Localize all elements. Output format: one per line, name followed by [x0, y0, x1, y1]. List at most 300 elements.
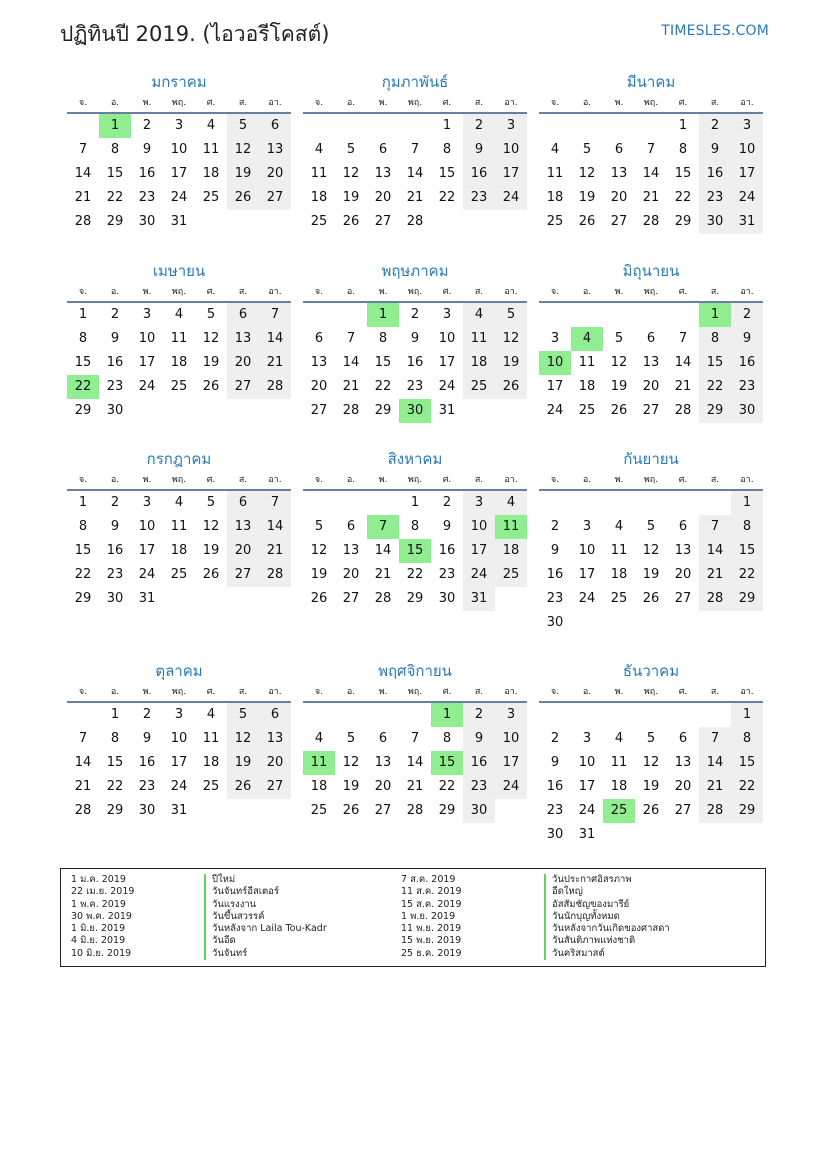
day-cell: 23 — [106, 379, 124, 394]
day-cell: 21 — [342, 379, 360, 394]
day-cell: 4 — [463, 303, 495, 327]
empty-cell — [303, 703, 335, 727]
weekday-label: จ. — [78, 687, 88, 697]
weekday-label: อ. — [346, 687, 356, 697]
weekday-label: จ. — [314, 687, 324, 697]
month-calendar — [539, 447, 763, 635]
holiday-day-cell: 4 — [571, 327, 603, 351]
weekday-label: จ. — [78, 475, 88, 485]
day-cell: 12 — [642, 755, 660, 770]
day-cell: 18 — [310, 779, 328, 794]
day-cell: 19 — [342, 779, 360, 794]
empty-cell — [571, 703, 603, 727]
empty-cell — [603, 303, 635, 327]
day-cell: 12 — [642, 543, 660, 558]
day-cell: 2 — [550, 731, 560, 746]
day-cell: 14 — [406, 755, 424, 770]
day-cell: 11 — [170, 331, 188, 346]
day-cell: 18 — [170, 355, 188, 370]
day-cell: 25 — [310, 214, 328, 229]
weekday-header — [67, 94, 291, 114]
day-cell: 11 — [610, 755, 628, 770]
day-cell: 9 — [550, 543, 560, 558]
month-calendar — [67, 259, 291, 423]
day-cell: 11 — [170, 519, 188, 534]
day-cell: 26 — [342, 214, 360, 229]
day-cell: 11 — [202, 731, 220, 746]
day-cell: 4 — [614, 519, 624, 534]
day-cell: 25 — [202, 190, 220, 205]
legend-date: 11 พ.ย. 2019 — [401, 923, 462, 935]
month-calendar — [303, 659, 527, 823]
day-cell: 10 — [578, 755, 596, 770]
day-cell: 30 — [463, 799, 495, 823]
page-title: ปฏิทินปี 2019. (ไอวอรีโคสต์) — [60, 22, 330, 46]
day-cell: 29 — [406, 591, 424, 606]
day-cell: 12 — [202, 331, 220, 346]
weekday-label: ศ. — [442, 98, 452, 108]
day-cell: 21 — [406, 190, 424, 205]
day-cell: 16 — [699, 162, 731, 186]
day-cell: 14 — [674, 355, 692, 370]
day-cell: 18 — [310, 190, 328, 205]
month-name: ธันวาคม — [622, 662, 680, 680]
empty-cell — [539, 703, 571, 727]
day-cell: 22 — [699, 375, 731, 399]
weekday-label: อา. — [504, 475, 518, 485]
weekday-label: อ. — [110, 98, 120, 108]
legend-date: 1 พ.ย. 2019 — [401, 910, 456, 922]
month-name: มกราคม — [151, 73, 207, 91]
day-cell: 19 — [495, 351, 527, 375]
day-cell: 22 — [438, 190, 456, 205]
day-cell: 28 — [406, 803, 424, 818]
day-cell: 26 — [578, 214, 596, 229]
weekday-label: ศ. — [442, 687, 452, 697]
day-cell: 29 — [374, 403, 392, 418]
day-grid — [67, 703, 291, 823]
weekday-label: จ. — [550, 475, 560, 485]
day-cell: 25 — [202, 779, 220, 794]
day-cell: 9 — [731, 327, 763, 351]
day-cell: 23 — [138, 190, 156, 205]
day-cell: 30 — [138, 803, 156, 818]
day-cell: 13 — [374, 755, 392, 770]
day-cell: 8 — [731, 727, 763, 751]
day-cell: 10 — [138, 519, 156, 534]
empty-cell — [635, 303, 667, 327]
day-cell: 11 — [578, 355, 596, 370]
day-cell: 4 — [314, 142, 324, 157]
day-cell: 22 — [674, 190, 692, 205]
day-cell: 10 — [495, 727, 527, 751]
day-grid — [303, 703, 527, 823]
day-grid — [539, 491, 763, 635]
weekday-label: ศ. — [678, 98, 688, 108]
weekday-label: อา. — [504, 687, 518, 697]
day-cell: 20 — [310, 379, 328, 394]
day-cell: 22 — [731, 563, 763, 587]
weekday-label: พ. — [142, 287, 152, 297]
weekday-label: อา. — [740, 98, 754, 108]
day-cell: 12 — [495, 327, 527, 351]
day-cell: 23 — [731, 375, 763, 399]
day-cell: 30 — [438, 591, 456, 606]
month-name: กันยายน — [623, 450, 679, 468]
day-cell: 27 — [227, 563, 259, 587]
weekday-label: ศ. — [206, 687, 216, 697]
day-cell: 20 — [342, 567, 360, 582]
day-grid — [67, 303, 291, 423]
weekday-label: ส. — [710, 475, 720, 485]
day-cell: 6 — [227, 303, 259, 327]
day-cell: 27 — [342, 591, 360, 606]
day-cell: 20 — [374, 190, 392, 205]
weekday-label: พฤ. — [643, 475, 659, 485]
day-cell: 15 — [731, 751, 763, 775]
day-cell: 30 — [106, 403, 124, 418]
weekday-label: ศ. — [206, 287, 216, 297]
day-cell: 1 — [678, 118, 688, 133]
day-cell: 17 — [170, 166, 188, 181]
day-cell: 28 — [342, 403, 360, 418]
empty-cell — [603, 114, 635, 138]
day-cell: 12 — [342, 166, 360, 181]
day-cell: 13 — [674, 755, 692, 770]
empty-cell — [603, 703, 635, 727]
day-cell: 1 — [731, 703, 763, 727]
day-cell: 3 — [495, 114, 527, 138]
day-cell: 7 — [699, 727, 731, 751]
day-cell: 30 — [138, 214, 156, 229]
day-cell: 26 — [642, 591, 660, 606]
weekday-label: อา. — [268, 287, 282, 297]
month-calendar — [67, 447, 291, 611]
day-cell: 18 — [546, 190, 564, 205]
legend-holiday-name: ปีใหม่ — [204, 874, 327, 886]
weekday-label: ส. — [238, 287, 248, 297]
legend-date: 7 ส.ค. 2019 — [401, 874, 456, 885]
legend-holiday-name: วันอีด — [204, 935, 327, 947]
day-cell: 29 — [106, 803, 124, 818]
weekday-label: อา. — [268, 687, 282, 697]
day-cell: 12 — [227, 138, 259, 162]
weekday-label: พ. — [614, 287, 624, 297]
day-cell: 19 — [578, 190, 596, 205]
day-cell: 2 — [410, 307, 420, 322]
day-cell: 17 — [546, 379, 564, 394]
day-cell: 14 — [699, 539, 731, 563]
day-cell: 3 — [582, 519, 592, 534]
empty-cell — [539, 491, 571, 515]
weekday-label: จ. — [550, 287, 560, 297]
day-cell: 25 — [310, 803, 328, 818]
day-cell: 9 — [410, 331, 420, 346]
day-cell: 10 — [463, 515, 495, 539]
day-cell: 28 — [259, 375, 291, 399]
day-cell: 22 — [438, 779, 456, 794]
day-cell: 20 — [642, 379, 660, 394]
empty-cell — [335, 703, 367, 727]
empty-cell — [667, 491, 699, 515]
weekday-header — [303, 283, 527, 303]
day-cell: 23 — [406, 379, 424, 394]
day-cell: 27 — [610, 214, 628, 229]
weekday-header — [67, 471, 291, 491]
empty-cell — [571, 114, 603, 138]
day-cell: 30 — [731, 399, 763, 423]
day-cell: 24 — [578, 591, 596, 606]
day-cell: 28 — [259, 563, 291, 587]
day-cell: 3 — [550, 331, 560, 346]
day-cell: 8 — [731, 515, 763, 539]
day-cell: 23 — [138, 779, 156, 794]
day-cell: 31 — [170, 214, 188, 229]
day-cell: 14 — [74, 166, 92, 181]
day-cell: 11 — [310, 166, 328, 181]
day-cell: 19 — [642, 567, 660, 582]
day-cell: 23 — [546, 803, 564, 818]
day-cell: 4 — [495, 491, 527, 515]
day-cell: 8 — [410, 519, 420, 534]
day-cell: 9 — [110, 519, 120, 534]
empty-cell — [635, 491, 667, 515]
weekday-label: ศ. — [678, 687, 688, 697]
weekday-label: พ. — [614, 98, 624, 108]
day-cell: 8 — [442, 731, 452, 746]
day-cell: 5 — [646, 731, 656, 746]
month-name: มีนาคม — [626, 73, 676, 91]
legend-date: 1 พ.ค. 2019 — [71, 898, 126, 910]
day-cell: 7 — [259, 303, 291, 327]
weekday-label: พฤ. — [171, 687, 187, 697]
day-cell: 21 — [699, 563, 731, 587]
legend-holiday-name: วันนักบุญทั้งหมด — [544, 911, 670, 923]
weekday-label: จ. — [314, 287, 324, 297]
day-cell: 15 — [74, 543, 92, 558]
empty-cell — [67, 114, 99, 138]
day-cell: 9 — [110, 331, 120, 346]
day-cell: 22 — [106, 779, 124, 794]
day-cell: 21 — [699, 775, 731, 799]
day-cell: 2 — [463, 703, 495, 727]
month-name: มิถุนายน — [622, 262, 680, 280]
empty-cell — [303, 303, 335, 327]
empty-cell — [667, 303, 699, 327]
day-cell: 26 — [495, 375, 527, 399]
day-cell: 8 — [110, 731, 120, 746]
holiday-day-cell: 7 — [367, 515, 399, 539]
holiday-day-cell: 15 — [431, 751, 463, 775]
day-cell: 1 — [731, 491, 763, 515]
day-cell: 21 — [374, 567, 392, 582]
month-calendar — [303, 259, 527, 423]
weekday-label: จ. — [550, 687, 560, 697]
day-cell: 27 — [642, 403, 660, 418]
weekday-header — [539, 471, 763, 491]
day-cell: 5 — [206, 307, 216, 322]
day-cell: 18 — [170, 543, 188, 558]
month-name: พฤศจิกายน — [378, 662, 452, 680]
day-cell: 13 — [610, 166, 628, 181]
day-cell: 6 — [678, 731, 688, 746]
weekday-label: พฤ. — [643, 287, 659, 297]
weekday-label: ศ. — [206, 475, 216, 485]
day-cell: 13 — [227, 327, 259, 351]
day-cell: 21 — [642, 190, 660, 205]
holiday-day-cell: 1 — [431, 703, 463, 727]
day-cell: 28 — [74, 214, 92, 229]
legend-holiday-name: วันประกาศอิสรภาพ — [544, 874, 670, 886]
day-cell: 4 — [206, 118, 216, 133]
day-cell: 23 — [106, 567, 124, 582]
day-cell: 8 — [678, 142, 688, 157]
day-cell: 11 — [546, 166, 564, 181]
empty-cell — [539, 303, 571, 327]
weekday-label: อา. — [740, 687, 754, 697]
day-cell: 29 — [731, 587, 763, 611]
day-cell: 31 — [578, 827, 596, 842]
day-cell: 20 — [259, 751, 291, 775]
day-cell: 9 — [142, 731, 152, 746]
day-cell: 7 — [699, 515, 731, 539]
day-cell: 4 — [206, 707, 216, 722]
day-cell: 18 — [202, 755, 220, 770]
day-cell: 20 — [674, 779, 692, 794]
day-cell: 27 — [259, 186, 291, 210]
weekday-label: พ. — [614, 687, 624, 697]
day-cell: 30 — [699, 210, 731, 234]
day-cell: 11 — [610, 543, 628, 558]
day-cell: 26 — [342, 803, 360, 818]
day-cell: 5 — [346, 142, 356, 157]
day-cell: 7 — [410, 142, 420, 157]
day-cell: 28 — [674, 403, 692, 418]
day-cell: 31 — [138, 591, 156, 606]
day-grid — [303, 114, 527, 234]
day-cell: 2 — [142, 707, 152, 722]
day-cell: 22 — [106, 190, 124, 205]
day-cell: 7 — [259, 491, 291, 515]
day-cell: 24 — [731, 186, 763, 210]
weekday-header — [539, 683, 763, 703]
day-cell: 18 — [202, 166, 220, 181]
holiday-day-cell: 30 — [399, 399, 431, 423]
day-cell: 3 — [174, 118, 184, 133]
weekday-label: อา. — [504, 287, 518, 297]
holiday-day-cell: 15 — [399, 539, 431, 563]
day-cell: 18 — [610, 779, 628, 794]
day-grid — [303, 491, 527, 611]
weekday-header — [539, 283, 763, 303]
day-cell: 2 — [142, 118, 152, 133]
month-calendar — [539, 659, 763, 847]
empty-cell — [335, 114, 367, 138]
day-cell: 7 — [346, 331, 356, 346]
legend-names-right — [544, 874, 670, 960]
day-cell: 20 — [610, 190, 628, 205]
day-cell: 5 — [227, 703, 259, 727]
month-name: กรกฎาคม — [146, 450, 212, 468]
weekday-label: พฤ. — [171, 475, 187, 485]
day-cell: 30 — [546, 827, 564, 842]
brand-link[interactable]: TIMESLES.COM — [661, 23, 769, 39]
day-cell: 29 — [438, 803, 456, 818]
weekday-label: จ. — [78, 287, 88, 297]
weekday-label: พ. — [142, 687, 152, 697]
day-cell: 20 — [227, 539, 259, 563]
day-cell: 22 — [374, 379, 392, 394]
day-cell: 20 — [227, 351, 259, 375]
day-cell: 5 — [646, 519, 656, 534]
day-cell: 3 — [142, 495, 152, 510]
day-cell: 19 — [227, 751, 259, 775]
day-grid — [539, 303, 763, 423]
day-cell: 31 — [170, 803, 188, 818]
weekday-label: อ. — [582, 98, 592, 108]
day-cell: 4 — [174, 495, 184, 510]
day-cell: 17 — [170, 755, 188, 770]
day-cell: 20 — [674, 567, 692, 582]
day-cell: 27 — [374, 803, 392, 818]
legend-date: 10 มิ.ย. 2019 — [71, 947, 132, 959]
day-cell: 24 — [438, 379, 456, 394]
day-cell: 8 — [110, 142, 120, 157]
day-cell: 30 — [546, 615, 564, 630]
day-cell: 4 — [314, 731, 324, 746]
day-cell: 18 — [463, 351, 495, 375]
day-cell: 9 — [699, 138, 731, 162]
weekday-label: ส. — [238, 475, 248, 485]
day-cell: 15 — [731, 539, 763, 563]
legend-holiday-name: วันจันทร์อีสเตอร์ — [204, 886, 327, 898]
day-cell: 29 — [74, 403, 92, 418]
weekday-label: อา. — [268, 475, 282, 485]
day-cell: 9 — [463, 727, 495, 751]
weekday-label: จ. — [314, 98, 324, 108]
day-cell: 24 — [495, 186, 527, 210]
day-cell: 14 — [406, 166, 424, 181]
weekday-label: พ. — [378, 287, 388, 297]
day-cell: 28 — [642, 214, 660, 229]
weekday-label: อ. — [110, 287, 120, 297]
legend-date: 1 มิ.ย. 2019 — [71, 923, 126, 935]
day-cell: 24 — [495, 775, 527, 799]
day-cell: 20 — [259, 162, 291, 186]
legend-date: 30 พ.ค. 2019 — [71, 910, 132, 922]
holiday-legend — [60, 868, 766, 967]
day-cell: 25 — [170, 379, 188, 394]
weekday-label: ส. — [474, 687, 484, 697]
empty-cell — [635, 703, 667, 727]
month-calendar — [539, 259, 763, 423]
empty-cell — [539, 114, 571, 138]
empty-cell — [67, 703, 99, 727]
day-cell: 6 — [259, 703, 291, 727]
day-cell: 13 — [374, 166, 392, 181]
day-cell: 19 — [202, 543, 220, 558]
month-name: สิงหาคม — [387, 450, 443, 468]
holiday-day-cell: 25 — [603, 799, 635, 823]
day-cell: 16 — [546, 567, 564, 582]
holiday-day-cell: 11 — [495, 515, 527, 539]
day-cell: 21 — [406, 779, 424, 794]
day-cell: 23 — [546, 591, 564, 606]
day-cell: 19 — [310, 567, 328, 582]
day-cell: 15 — [674, 166, 692, 181]
day-cell: 9 — [550, 755, 560, 770]
day-cell: 14 — [342, 355, 360, 370]
